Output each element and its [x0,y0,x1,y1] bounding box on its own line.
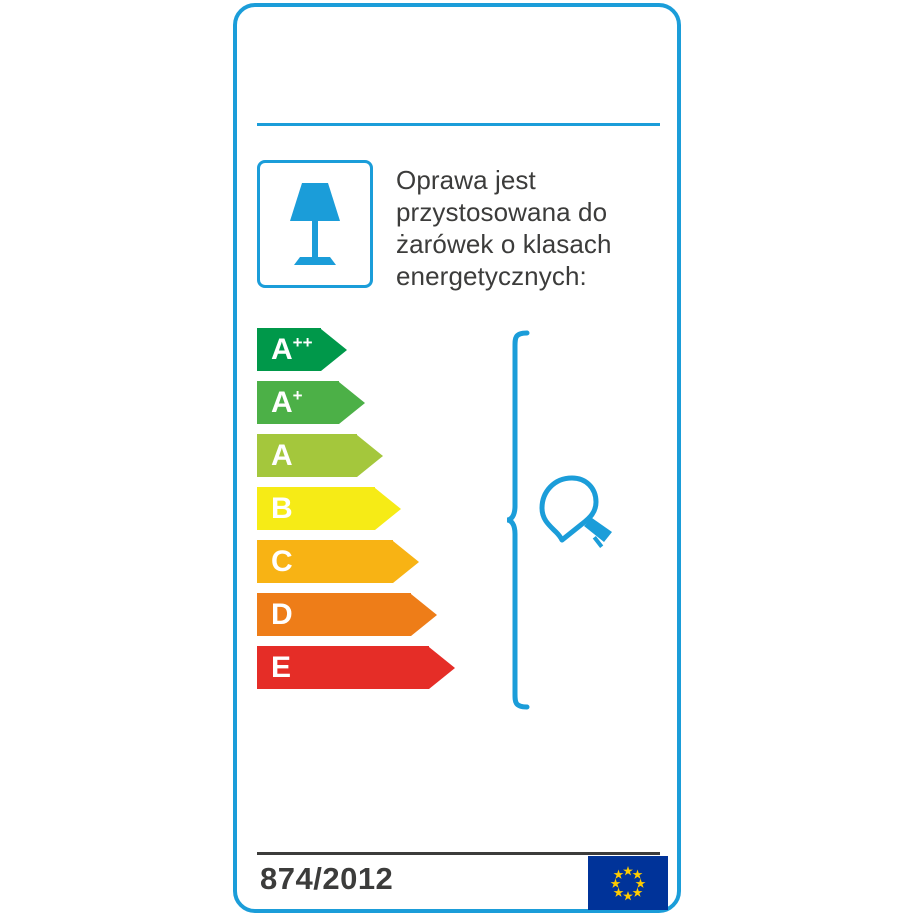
arrow-tip [429,647,455,689]
energy-class-label: C [271,544,293,578]
energy-class-row [257,593,487,636]
arrow-tip [375,488,401,530]
light-bulb-icon [534,470,624,550]
energy-class-label: E [271,650,292,684]
top-divider [257,123,660,126]
energy-class-list [257,328,487,699]
energy-class-row [257,328,487,371]
energy-class-label: B [271,491,293,525]
energy-class-label: A [271,438,293,472]
energy-class-sup: ++ [292,332,313,352]
energy-class-row [257,646,487,689]
arrow-tip [339,382,365,424]
energy-class-label: A+ [271,385,303,419]
arrow-tip [393,541,419,583]
energy-class-label: A++ [271,332,313,366]
energy-class-row [257,540,487,583]
curly-bracket [505,330,531,710]
headline-text: Oprawa jest przystosowana do żarówek o klasach energetycznych: [396,165,612,291]
energy-class-row [257,381,487,424]
energy-class-row [257,434,487,477]
table-lamp-icon [260,163,370,285]
arrow-tip [321,329,347,371]
energy-class-row [257,487,487,530]
energy-class-sup: + [292,385,303,405]
lamp-icon-box [257,160,373,288]
energy-class-label: D [271,597,293,631]
bottom-divider [257,852,660,855]
arrow-tip [411,594,437,636]
arrow-tip [357,435,383,477]
eu-flag-icon [588,856,668,910]
regulation-number: 874/2012 [260,861,394,896]
